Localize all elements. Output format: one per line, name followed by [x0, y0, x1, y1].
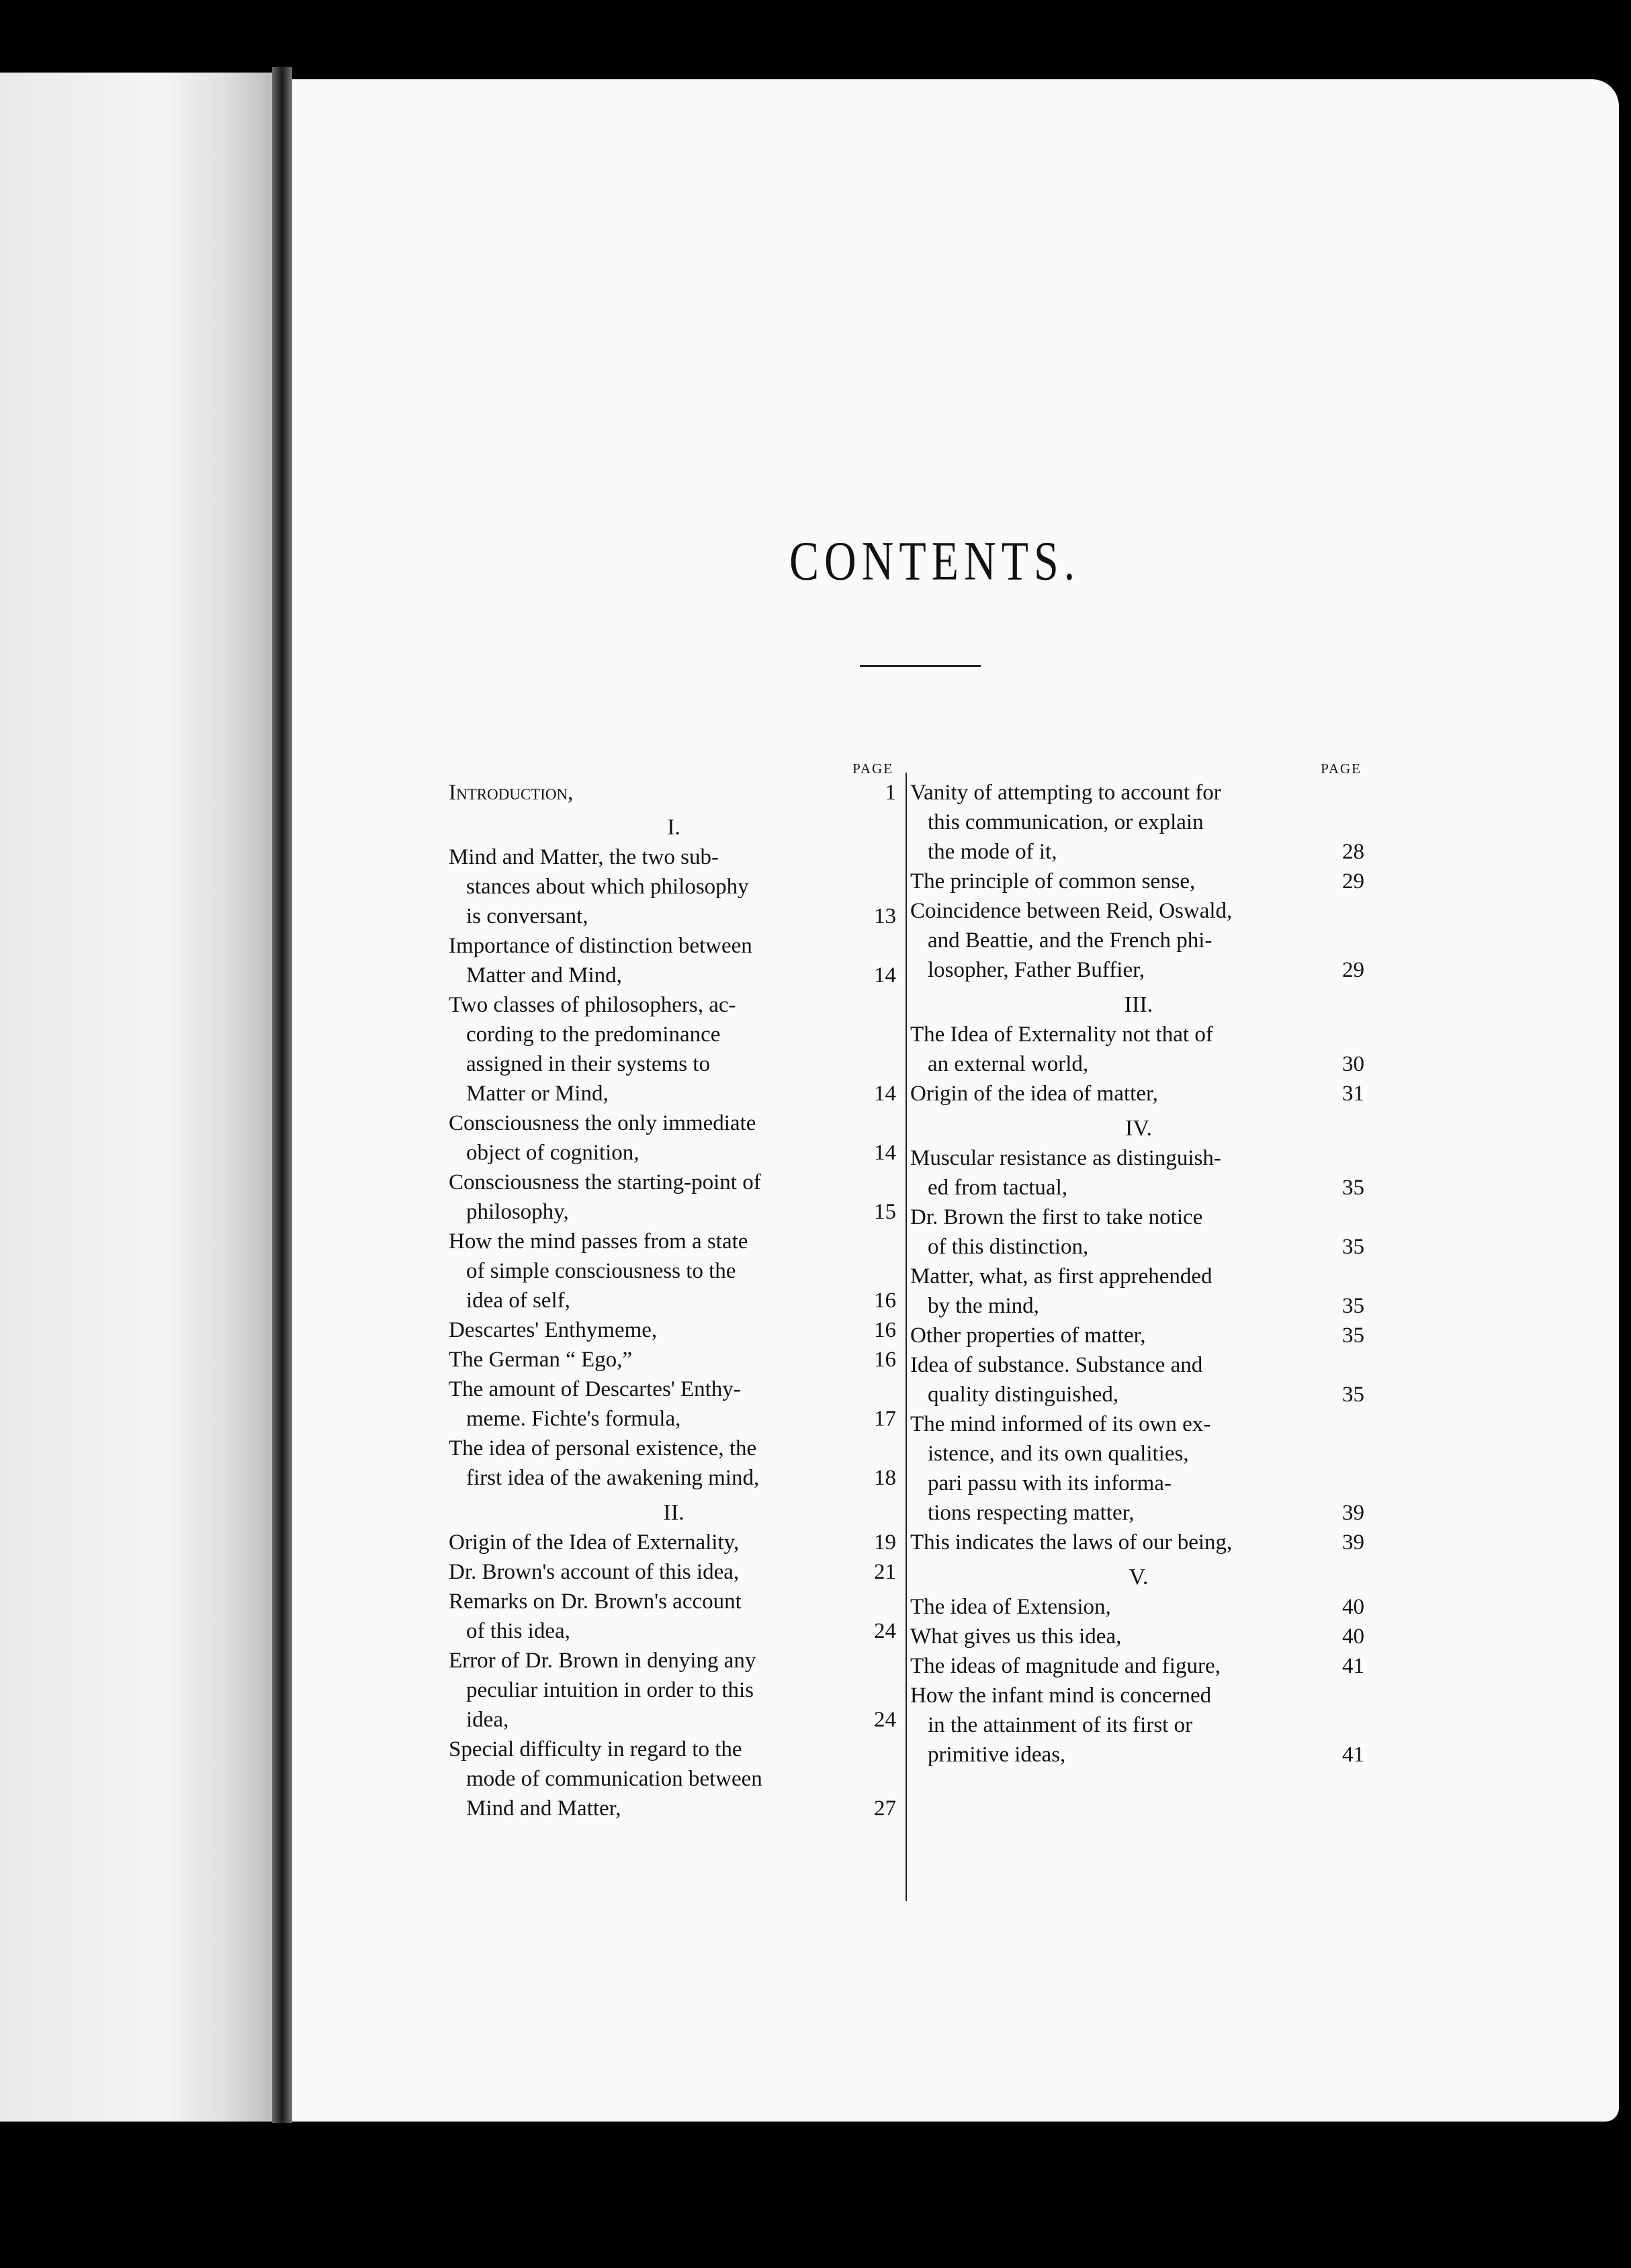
entry-page-number: 13	[874, 904, 896, 928]
entry-line: in the attainment of its first or	[928, 1713, 1193, 1737]
entry-line: of simple consciousness to the	[466, 1259, 736, 1283]
entry-line: an external world,	[928, 1052, 1089, 1076]
entry-line: Remarks on Dr. Brown's account	[449, 1589, 742, 1614]
entry-text	[449, 1557, 860, 1587]
entry-line: first idea of the awakening mind,	[466, 1466, 760, 1490]
contents-entry[interactable]	[449, 1227, 899, 1315]
contents-entry[interactable]	[910, 1528, 1367, 1557]
entry-page-number: 28	[1342, 840, 1364, 864]
entry-text	[910, 1321, 1328, 1350]
entry-page-number: 41	[1342, 1743, 1364, 1767]
contents-entry[interactable]	[910, 867, 1367, 896]
entry-text	[449, 1315, 860, 1345]
entry-line: by the mind,	[928, 1294, 1039, 1318]
entry-text	[910, 1350, 1328, 1409]
contents-entry[interactable]	[910, 1079, 1367, 1108]
entry-page-number: 29	[1342, 958, 1364, 982]
entry-page-number: 35	[1342, 1235, 1364, 1259]
book-gutter	[272, 67, 292, 2123]
entry-line: assigned in their systems to	[466, 1052, 710, 1076]
entry-line: Matter and Mind,	[466, 963, 622, 988]
entry-text	[449, 1434, 860, 1493]
entry-line: The amount of Descartes' Enthy-	[449, 1377, 741, 1401]
contents-entry[interactable]	[910, 1020, 1367, 1079]
entry-line: of this distinction,	[928, 1235, 1089, 1259]
entry-line: mode of communication between	[466, 1767, 762, 1791]
entry-line: Importance of distinction between	[449, 934, 752, 958]
entry-page-number: 14	[874, 1082, 896, 1106]
entry-page-number: 35	[1342, 1294, 1364, 1318]
section-heading: II.	[663, 1500, 685, 1525]
section-heading: V.	[1129, 1565, 1149, 1589]
entry-line: Introduction,	[449, 781, 574, 805]
section-heading: I.	[667, 815, 680, 840]
entry-page-number: 35	[1342, 1323, 1364, 1348]
title-rule	[860, 665, 981, 667]
entry-page-number: 15	[874, 1200, 896, 1224]
entry-text	[449, 1375, 860, 1434]
entry-line: Special difficulty in regard to the	[449, 1737, 742, 1761]
contents-entry[interactable]	[910, 1681, 1367, 1770]
entry-line: How the mind passes from a state	[449, 1229, 748, 1254]
entry-line: Origin of the idea of matter,	[910, 1082, 1158, 1106]
entry-line: of this idea,	[466, 1619, 570, 1643]
entry-text	[910, 1622, 1328, 1651]
page-column-label: PAGE	[1321, 760, 1362, 777]
entry-line: this communication, or explain	[928, 810, 1204, 834]
contents-entry[interactable]	[449, 1735, 899, 1823]
entry-page-number: 30	[1342, 1052, 1364, 1076]
entry-text	[910, 1203, 1328, 1262]
entry-text	[449, 1227, 860, 1315]
entry-page-number: 21	[874, 1560, 896, 1584]
contents-entry[interactable]	[910, 778, 1367, 867]
entry-line: and Beattie, and the French phi-	[928, 928, 1213, 953]
entry-page-number: 40	[1342, 1595, 1364, 1619]
entry-text	[449, 1168, 860, 1227]
contents-right-column	[910, 759, 1367, 1770]
entry-line: losopher, Father Buffier,	[928, 958, 1145, 982]
entry-line: the mode of it,	[928, 840, 1057, 864]
entry-text	[449, 778, 860, 808]
entry-page-number: 14	[874, 1141, 896, 1165]
entry-text	[910, 1262, 1328, 1321]
entry-text	[910, 1020, 1328, 1079]
entry-line: object of cognition,	[466, 1141, 640, 1165]
page-title: CONTENTS.	[789, 530, 1081, 592]
entry-page-number: 35	[1342, 1176, 1364, 1200]
contents-entry[interactable]	[910, 1350, 1367, 1409]
entry-page-number: 16	[874, 1289, 896, 1313]
entry-line: Other properties of matter,	[910, 1323, 1146, 1348]
entry-line: The mind informed of its own ex-	[910, 1412, 1211, 1436]
entry-line: Dr. Brown's account of this idea,	[449, 1560, 740, 1584]
entry-line: meme. Fichte's formula,	[466, 1407, 681, 1431]
entry-line: Two classes of philosophers, ac-	[449, 993, 736, 1017]
entry-line: The idea of Extension,	[910, 1595, 1111, 1619]
entry-line: peculiar intuition in order to this	[466, 1678, 754, 1702]
entry-page-number: 19	[874, 1530, 896, 1555]
section-heading: III.	[1124, 992, 1153, 1017]
contents-left-column	[449, 759, 899, 1823]
contents-entry[interactable]	[910, 1651, 1367, 1681]
entry-line: pari passu with its informa-	[928, 1471, 1172, 1495]
entry-line: Consciousness the only immediate	[449, 1111, 756, 1135]
contents-entry[interactable]	[910, 1622, 1367, 1651]
entry-text	[910, 1592, 1328, 1622]
entry-page-number: 16	[874, 1318, 896, 1342]
entry-page-number: 31	[1342, 1082, 1364, 1106]
entry-text	[910, 1528, 1328, 1557]
entry-text	[910, 1143, 1328, 1203]
entry-line: This indicates the laws of our being,	[910, 1530, 1233, 1555]
contents-entry[interactable]	[910, 1321, 1367, 1350]
entry-text	[449, 931, 860, 990]
entry-page-number: 17	[874, 1407, 896, 1431]
entry-line: Vanity of attempting to account for	[910, 781, 1221, 805]
contents-entry[interactable]	[910, 1592, 1367, 1622]
entry-text	[449, 1587, 860, 1646]
entry-page-number: 41	[1342, 1654, 1364, 1678]
contents-entry[interactable]	[449, 842, 899, 931]
entry-line: The principle of common sense,	[910, 869, 1196, 893]
entry-line: Matter or Mind,	[466, 1082, 609, 1106]
contents-entry[interactable]	[910, 896, 1367, 985]
entry-text	[449, 1108, 860, 1168]
entry-text	[449, 1646, 860, 1735]
entries-right	[910, 778, 1367, 1770]
column-divider	[906, 773, 907, 1901]
entry-page-number: 24	[874, 1619, 896, 1643]
entries-left	[449, 778, 899, 1823]
entry-line: Matter, what, as first apprehended	[910, 1264, 1213, 1289]
contents-entry[interactable]	[449, 1168, 899, 1227]
entry-page-number: 18	[874, 1466, 896, 1490]
entry-line: is conversant,	[466, 904, 588, 928]
entry-line: The idea of personal existence, the	[449, 1436, 757, 1460]
contents-entry[interactable]	[449, 1587, 899, 1646]
contents-entry[interactable]	[449, 1315, 899, 1345]
entry-line: Idea of substance. Substance and	[910, 1353, 1203, 1377]
entry-text	[449, 1528, 860, 1557]
entry-line: The ideas of magnitude and figure,	[910, 1654, 1221, 1678]
contents-entry[interactable]	[449, 1646, 899, 1735]
entry-line: idea of self,	[466, 1289, 570, 1313]
entry-line: Descartes' Enthymeme,	[449, 1318, 658, 1342]
page-column-label: PAGE	[852, 760, 893, 777]
entry-line: Error of Dr. Brown in denying any	[449, 1649, 756, 1673]
entry-line: primitive ideas,	[928, 1743, 1066, 1767]
contents-entry[interactable]	[449, 1108, 899, 1168]
entry-text	[910, 1409, 1328, 1528]
left-page-edge	[0, 73, 272, 2122]
entry-line: tions respecting matter,	[928, 1501, 1135, 1525]
entry-text	[910, 1651, 1328, 1681]
entry-line: Dr. Brown the first to take notice	[910, 1205, 1203, 1229]
entry-line: idea,	[466, 1708, 509, 1732]
entry-line: Origin of the Idea of Externality,	[449, 1530, 740, 1555]
section-heading: IV.	[1125, 1116, 1152, 1141]
contents-entry[interactable]	[449, 990, 899, 1108]
contents-entry[interactable]	[449, 778, 899, 808]
entry-text	[449, 842, 860, 931]
entry-line: The Idea of Externality not that of	[910, 1022, 1213, 1047]
entry-line: istence, and its own qualities,	[928, 1442, 1189, 1466]
entry-page-number: 39	[1342, 1530, 1364, 1555]
contents-entry[interactable]	[910, 1143, 1367, 1203]
contents-entry[interactable]	[449, 1557, 899, 1587]
contents-entry[interactable]	[910, 1203, 1367, 1262]
entry-line: Muscular resistance as distinguish-	[910, 1146, 1221, 1170]
entry-text	[910, 867, 1328, 896]
entry-line: How the infant mind is concerned	[910, 1684, 1212, 1708]
entry-line: cording to the predominance	[466, 1022, 721, 1047]
entry-line: quality distinguished,	[928, 1383, 1119, 1407]
entry-text	[910, 778, 1328, 867]
entry-page-number: 40	[1342, 1624, 1364, 1649]
entry-text	[910, 1079, 1328, 1108]
entry-line: Coincidence between Reid, Oswald,	[910, 899, 1233, 923]
contents-entry[interactable]	[449, 1434, 899, 1493]
contents-entry[interactable]	[449, 1528, 899, 1557]
entry-page-number: 29	[1342, 869, 1364, 893]
entry-page-number: 35	[1342, 1383, 1364, 1407]
entry-line: Consciousness the starting-point of	[449, 1170, 761, 1194]
entry-page-number: 39	[1342, 1501, 1364, 1525]
contents-entry[interactable]	[449, 1375, 899, 1434]
entry-line: Mind and Matter,	[466, 1796, 621, 1821]
entry-page-number: 24	[874, 1708, 896, 1732]
entry-page-number: 1	[885, 781, 896, 805]
entry-page-number: 16	[874, 1348, 896, 1372]
entry-line: ed from tactual,	[928, 1176, 1067, 1200]
entry-text	[910, 1681, 1328, 1770]
contents-entry[interactable]	[449, 931, 899, 990]
entry-line: Mind and Matter, the two sub-	[449, 845, 719, 869]
contents-entry[interactable]	[449, 1345, 899, 1375]
entry-text	[449, 990, 860, 1108]
contents-entry[interactable]	[910, 1262, 1367, 1321]
entry-text	[910, 896, 1328, 985]
entry-page-number: 14	[874, 963, 896, 988]
entry-text	[449, 1735, 860, 1823]
entry-line: philosophy,	[466, 1200, 569, 1224]
entry-line: The German “ Ego,”	[449, 1348, 633, 1372]
entry-line: stances about which philosophy	[466, 875, 749, 899]
entry-line: What gives us this idea,	[910, 1624, 1122, 1649]
entry-page-number: 27	[874, 1796, 896, 1821]
contents-entry[interactable]	[910, 1409, 1367, 1528]
entry-text	[449, 1345, 860, 1375]
